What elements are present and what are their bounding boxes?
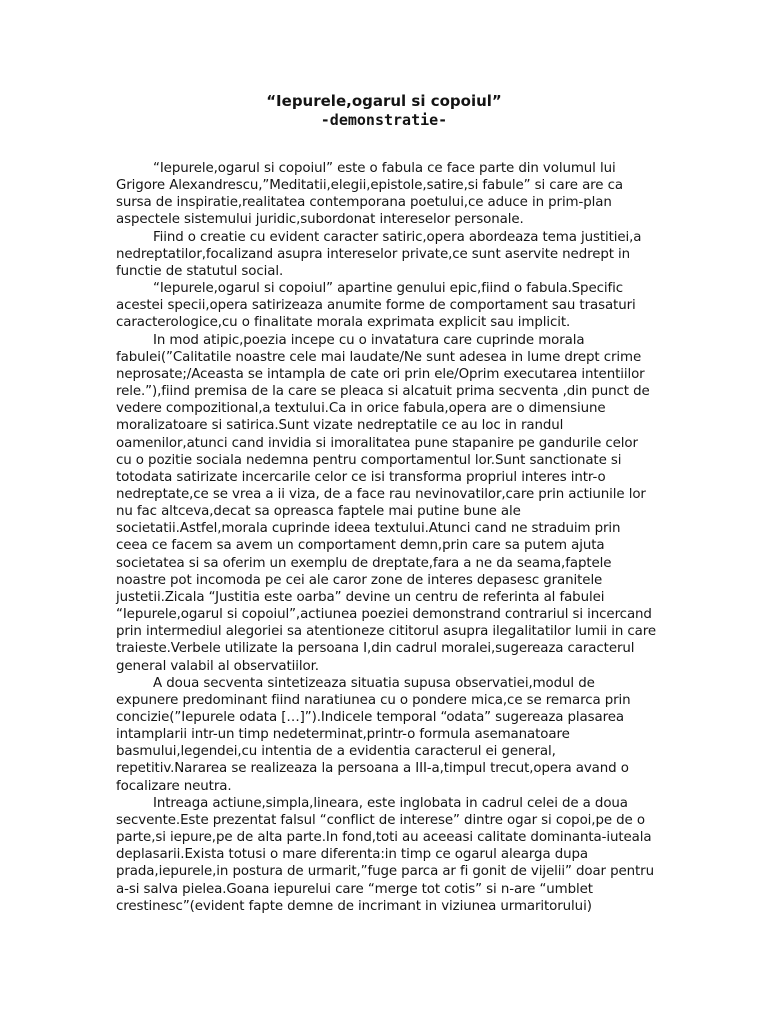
paragraph-action: Intreaga actiune,simpla,lineara, este inglobata in cadrul celei de a doua secvente.Este prezentat falsul “conflict de interese” dintre ogar si copoi,pe de o parte,si iepure,pe de alta parte.In fond,toti au aceeasi calitate dominanta-iuteala deplasarii.Exista totusi o mare diferenta:in timp ce ogarul alearga dupa prada,iepurele,in postura de urmarit,”fuge parca ar fi gonit de vijelii” doar pentru a-si salva pielea.Goana iepurelui care “merge tot cotis” si n-are “umblet crestinesc”(evident fapte demne de incrimant in viziunea urmaritorului) (116, 795, 654, 914)
paragraph-genre: “Iepurele,ogarul si copoiul” apartine genului epic,fiind o fabula.Specific acestei specii,opera satirizeaza anumite forme de comportament sau trasaturi caracterologice,cu o finalitate morala exprimata explicit sau implicit. (116, 281, 636, 331)
document-title: “Iepurele,ogarul si copoiul” (266, 92, 502, 110)
paragraph-introduction: “Iepurele,ogarul si copoiul” este o fabula ce face parte din volumul lui Grigore Alexandrescu,”Meditatii,elegii,epistole,satire,si fabule” si care are ca sursa de inspiratie,realitatea contemporana poetului,ce aduce in prim-plan aspectele sistemului juridic,subordonat intereselor personale. (116, 161, 623, 228)
document-subtitle: -demonstratie- (320, 111, 448, 129)
paragraph-theme: Fiind o creatie cu evident caracter satiric,opera abordeaza tema justitiei,a nedreptatilor,focalizand asupra intereselor private,ce sunt aservite nedrept in functie de statutul social. (116, 229, 642, 279)
paragraph-moral: In mod atipic,poezia incepe cu o invatatura care cuprinde morala fabulei(”Calitatile noastre cele mai laudate/Ne sunt adesea in lume drept crime neprosate;/Aceasta se intampla de cate ori prin ele/Oprim executarea intentiilor rele.”),fiind premisa de la care se pleaca si alcatuit prima secventa ,din punct de vedere compozitional,a textului.Ca in orice fabula,opera are o dimensiune moralizatoare si satirica.Sunt vizate nedreptatile ce au loc in randul oamenilor,atunci cand invidia si imoralitatea pune stapanire pe gandurile celor cu o pozitie sociala nedemna pentru comportamentul lor.Sunt sanctionate si totodata satirizate incercarile celor ce isi transforma propriul interes intr-o nedreptate,ce se vrea a ii viza, de a face rau nevinovatilor,care prin actiunile lor nu fac altceva,decat sa opreasca faptele mai putine bune ale societatii.Astfel,morala cuprinde ideea textului.Atunci cand ne straduim prin ceea ce facem sa avem un comportament demn,prin care sa putem ajuta societatea si sa oferim un exemplu de dreptate,fara a ne da seama,faptele noastre pot incomoda pe cei ale caror zone de interes depasesc granitele justetii.Zicala “Justitia este oarba” devine un centru de referinta al fabulei “Iepurele,ogarul si copoiul”,actiunea poeziei demonstrand contrariul si incercand prin intermediul alegoriei sa atentioneze cititorul asupra ilegalitatilor lumii in care traieste.Verbele utilizate la persoana I,din cadrul moralei,sugereaza caracterul general valabil al observatiilor. (116, 332, 656, 674)
paragraph-second-sequence: A doua secventa sintetizeaza situatia supusa observatiei,modul de expunere predominant fiind naratiunea cu o pondere mica,ce se remarca prin concizie(”Iepurele odata […]”).Indicele temporal “odata” sugereaza plasarea intamplarii intr-un timp nedeterminat,printr-o formula asemanatoare basmului,legendei,cu intentia de a evidentia caracterul ei general, repetitiv.Nararea se realizeaza la persoana a III-a,timpul trecut,opera avand o focalizare neutra. (116, 675, 631, 794)
document-body (116, 160, 656, 915)
